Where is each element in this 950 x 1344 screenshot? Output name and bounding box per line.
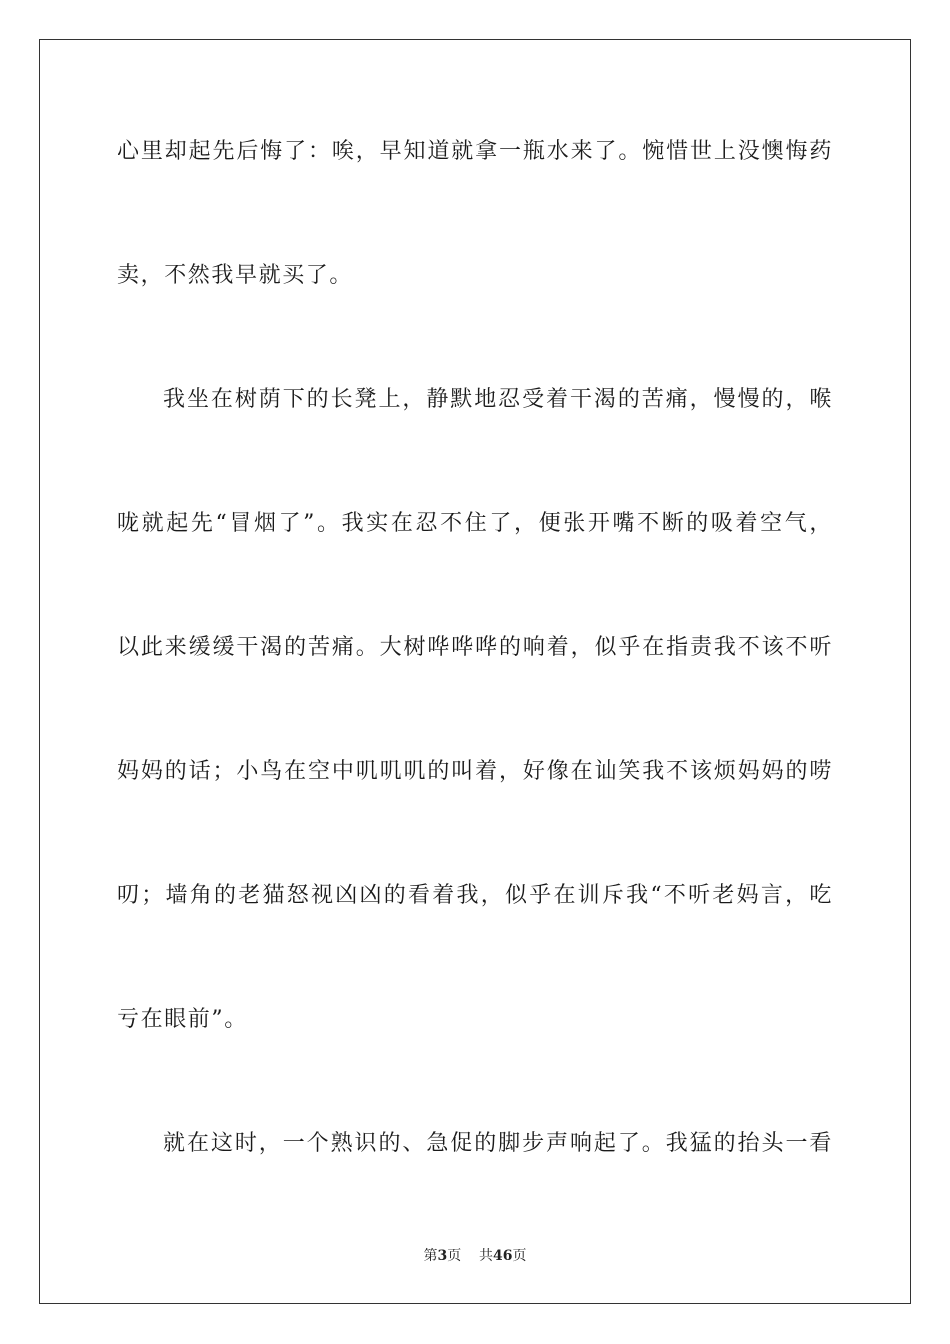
page-number-suffix: 页 — [447, 1248, 462, 1264]
paragraph-line: 妈妈的话；小鸟在空中叽叽叽的叫着，好像在讪笑我不该烦妈妈的唠 — [117, 759, 833, 784]
paragraph-line: 以此来缓缓干渴的苦痛。大树哗哗哗的响着，似乎在指责我不该不听 — [117, 635, 833, 660]
paragraph-line: 亏在眼前”。 — [117, 1007, 248, 1032]
total-pages-suffix: 页 — [512, 1248, 527, 1264]
paragraph-line: 我坐在树荫下的长凳上，静默地忍受着干渴的苦痛，慢慢的，喉 — [163, 387, 833, 412]
page-number-prefix: 第 — [423, 1248, 438, 1264]
page-border — [39, 39, 911, 1304]
current-page-number: 3 — [437, 1248, 448, 1264]
paragraph-line: 卖，不然我早就买了。 — [117, 263, 354, 288]
page-footer — [0, 1247, 950, 1265]
total-pages-prefix: 共 — [479, 1248, 494, 1264]
total-pages-number: 46 — [493, 1248, 513, 1264]
paragraph-line: 心里却起先后悔了：唉，早知道就拿一瓶水来了。惋惜世上没懊悔药 — [117, 139, 833, 164]
paragraph-line: 叨；墙角的老猫怒视凶凶的看着我，似乎在训斥我“不听老妈言，吃 — [117, 883, 833, 908]
paragraph-line: 咙就起先“冒烟了”。我实在忍不住了，便张开嘴不断的吸着空气， — [117, 511, 833, 536]
paragraph-line: 就在这时，一个熟识的、急促的脚步声响起了。我猛的抬头一看 — [163, 1131, 833, 1156]
